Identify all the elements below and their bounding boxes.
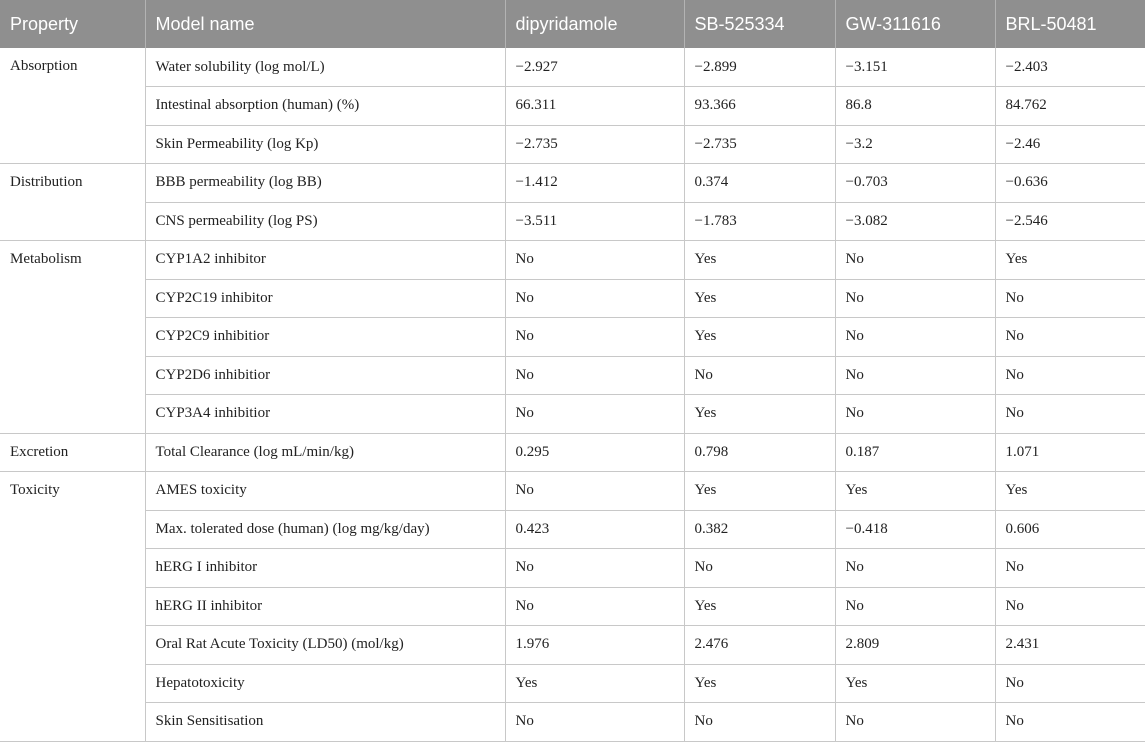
value-cell: Yes — [835, 664, 995, 703]
value-cell: Yes — [684, 587, 835, 626]
value-cell: 0.187 — [835, 433, 995, 472]
value-cell: 2.476 — [684, 626, 835, 665]
table-row — [0, 626, 1145, 665]
model-name-cell: CYP2C19 inhibitor — [145, 279, 505, 318]
table-row — [0, 395, 1145, 434]
table-row — [0, 664, 1145, 703]
value-cell: Yes — [684, 395, 835, 434]
table-row — [0, 433, 1145, 472]
model-name-cell: Water solubility (log mol/L) — [145, 48, 505, 87]
model-name-cell: Skin Sensitisation — [145, 703, 505, 742]
value-cell: No — [505, 241, 684, 280]
value-cell: No — [995, 587, 1145, 626]
value-cell: No — [835, 241, 995, 280]
value-cell: Yes — [684, 472, 835, 511]
value-cell: 2.431 — [995, 626, 1145, 665]
value-cell: No — [684, 549, 835, 588]
model-name-cell: CYP1A2 inhibitor — [145, 241, 505, 280]
model-name-cell: Intestinal absorption (human) (%) — [145, 87, 505, 126]
value-cell: 2.809 — [835, 626, 995, 665]
table-row — [0, 202, 1145, 241]
header-gw-311616: GW-311616 — [835, 0, 995, 48]
model-name-cell: Max. tolerated dose (human) (log mg/kg/day) — [145, 510, 505, 549]
value-cell: No — [835, 356, 995, 395]
model-name-cell: Total Clearance (log mL/min/kg) — [145, 433, 505, 472]
value-cell: No — [995, 703, 1145, 742]
table-row — [0, 318, 1145, 357]
table-row — [0, 164, 1145, 203]
model-name-cell: Oral Rat Acute Toxicity (LD50) (mol/kg) — [145, 626, 505, 665]
value-cell: No — [835, 587, 995, 626]
value-cell: No — [995, 549, 1145, 588]
model-name-cell: CNS permeability (log PS) — [145, 202, 505, 241]
property-cell: Excretion — [0, 433, 145, 472]
table-row — [0, 703, 1145, 742]
value-cell: −3.151 — [835, 48, 995, 87]
model-name-cell: Skin Permeability (log Kp) — [145, 125, 505, 164]
value-cell: 93.366 — [684, 87, 835, 126]
table-row — [0, 549, 1145, 588]
value-cell: No — [995, 279, 1145, 318]
header-property: Property — [0, 0, 145, 48]
value-cell: No — [505, 703, 684, 742]
header-row — [0, 0, 1145, 48]
value-cell: −3.082 — [835, 202, 995, 241]
value-cell: No — [835, 279, 995, 318]
value-cell: No — [505, 395, 684, 434]
value-cell: −2.546 — [995, 202, 1145, 241]
table-row — [0, 356, 1145, 395]
value-cell: Yes — [505, 664, 684, 703]
value-cell: 66.311 — [505, 87, 684, 126]
table-row — [0, 279, 1145, 318]
value-cell: No — [505, 472, 684, 511]
table-row — [0, 510, 1145, 549]
model-name-cell: Hepatotoxicity — [145, 664, 505, 703]
model-name-cell: CYP2C9 inhibitior — [145, 318, 505, 357]
property-cell: Metabolism — [0, 241, 145, 434]
table-row — [0, 125, 1145, 164]
value-cell: No — [995, 356, 1145, 395]
value-cell: No — [505, 279, 684, 318]
value-cell: Yes — [684, 318, 835, 357]
value-cell: No — [835, 318, 995, 357]
property-cell: Toxicity — [0, 472, 145, 742]
value-cell: Yes — [995, 241, 1145, 280]
table-header — [0, 0, 1145, 48]
value-cell: 0.295 — [505, 433, 684, 472]
model-name-cell: CYP2D6 inhibitior — [145, 356, 505, 395]
table-body — [0, 48, 1145, 741]
header-brl-50481: BRL-50481 — [995, 0, 1145, 48]
value-cell: −0.703 — [835, 164, 995, 203]
value-cell: 84.762 — [995, 87, 1145, 126]
model-name-cell: hERG I inhibitor — [145, 549, 505, 588]
value-cell: No — [995, 318, 1145, 357]
value-cell: No — [505, 318, 684, 357]
value-cell: 0.606 — [995, 510, 1145, 549]
value-cell: 1.976 — [505, 626, 684, 665]
value-cell: −1.783 — [684, 202, 835, 241]
table-row — [0, 48, 1145, 87]
value-cell: −0.636 — [995, 164, 1145, 203]
value-cell: Yes — [684, 664, 835, 703]
value-cell: −3.511 — [505, 202, 684, 241]
value-cell: Yes — [835, 472, 995, 511]
value-cell: No — [505, 587, 684, 626]
value-cell: No — [505, 549, 684, 588]
value-cell: 86.8 — [835, 87, 995, 126]
property-cell: Absorption — [0, 48, 145, 164]
value-cell: 0.374 — [684, 164, 835, 203]
value-cell: No — [684, 703, 835, 742]
value-cell: No — [684, 356, 835, 395]
model-name-cell: CYP3A4 inhibitior — [145, 395, 505, 434]
model-name-cell: AMES toxicity — [145, 472, 505, 511]
value-cell: No — [995, 664, 1145, 703]
value-cell: −2.403 — [995, 48, 1145, 87]
value-cell: Yes — [995, 472, 1145, 511]
property-cell: Distribution — [0, 164, 145, 241]
header-model-name: Model name — [145, 0, 505, 48]
value-cell: No — [835, 549, 995, 588]
value-cell: −1.412 — [505, 164, 684, 203]
value-cell: No — [505, 356, 684, 395]
value-cell: −2.899 — [684, 48, 835, 87]
value-cell: 1.071 — [995, 433, 1145, 472]
value-cell: −2.927 — [505, 48, 684, 87]
value-cell: No — [835, 703, 995, 742]
header-dipyridamole: dipyridamole — [505, 0, 684, 48]
table-row — [0, 87, 1145, 126]
value-cell: −3.2 — [835, 125, 995, 164]
value-cell: −2.46 — [995, 125, 1145, 164]
table-row — [0, 472, 1145, 511]
value-cell: No — [995, 395, 1145, 434]
value-cell: No — [835, 395, 995, 434]
model-name-cell: BBB permeability (log BB) — [145, 164, 505, 203]
table-row — [0, 241, 1145, 280]
value-cell: Yes — [684, 241, 835, 280]
header-sb-525334: SB-525334 — [684, 0, 835, 48]
table-row — [0, 587, 1145, 626]
model-name-cell: hERG II inhibitor — [145, 587, 505, 626]
value-cell: −2.735 — [505, 125, 684, 164]
value-cell: 0.382 — [684, 510, 835, 549]
value-cell: −0.418 — [835, 510, 995, 549]
value-cell: Yes — [684, 279, 835, 318]
value-cell: 0.423 — [505, 510, 684, 549]
value-cell: −2.735 — [684, 125, 835, 164]
value-cell: 0.798 — [684, 433, 835, 472]
